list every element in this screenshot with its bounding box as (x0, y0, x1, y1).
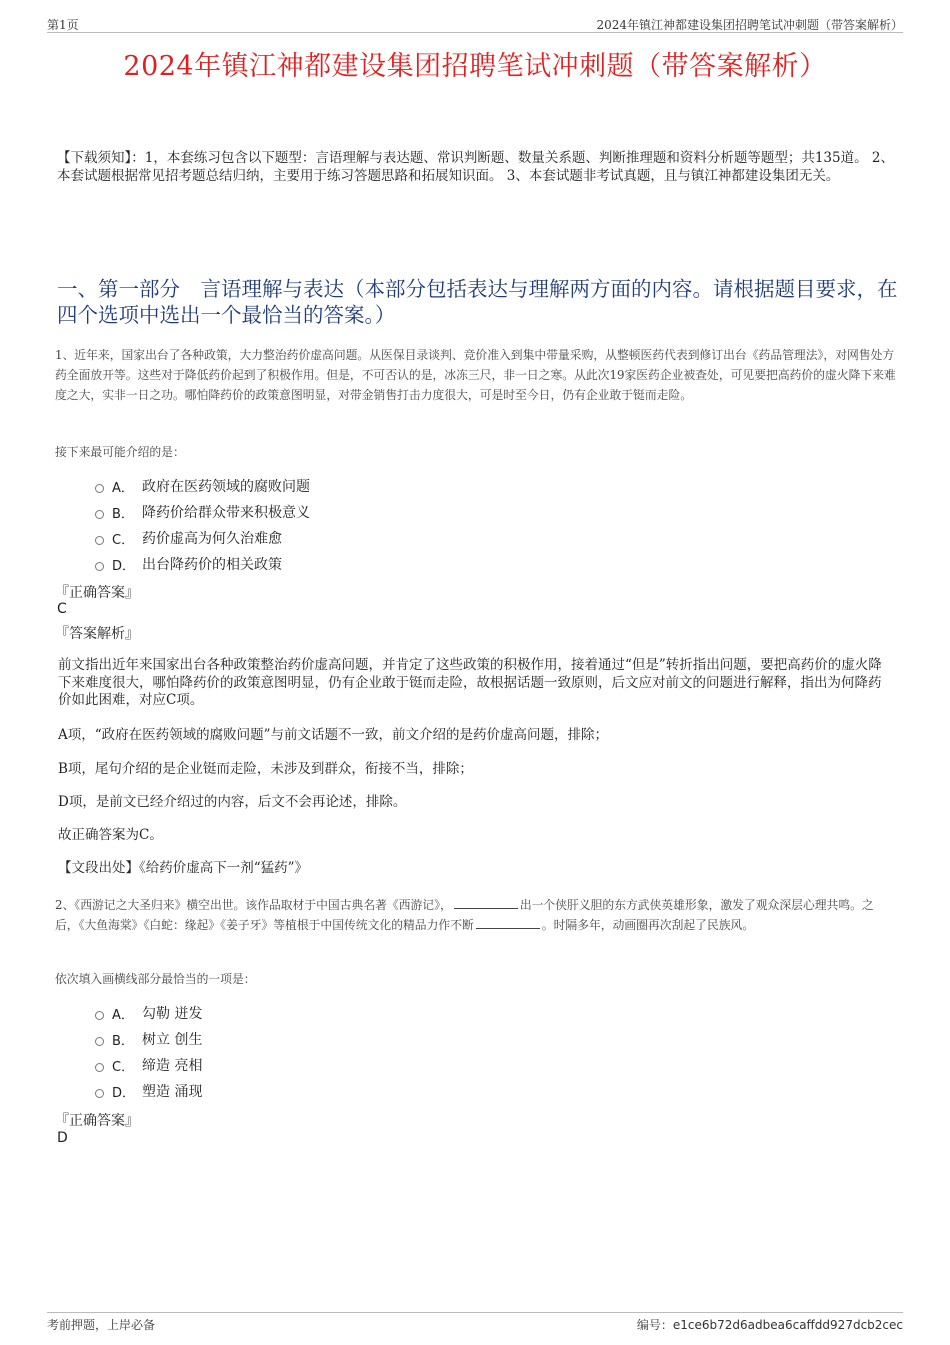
answer-label: 『正确答案』 (55, 585, 139, 601)
footer-slogan: 考前押题，上岸必备 (47, 1318, 156, 1332)
analysis-paragraph: B项，尾句介绍的是企业铤而走险，未涉及到群众，衔接不当，排除； (58, 761, 473, 777)
option-label: 缔造 亮相 (142, 1058, 203, 1074)
radio-icon[interactable] (95, 1011, 104, 1020)
question-1-options (95, 473, 310, 577)
option-a[interactable]: A． 政府在医药领域的腐败问题 (95, 473, 310, 499)
answer-value: C (57, 601, 67, 617)
option-label: 药价虚高为何久治难愈 (142, 531, 282, 547)
option-label: 出台降药价的相关政策 (142, 557, 282, 573)
source-citation: 【文段出处】《给药价虚高下一剂“猛药”》 (58, 860, 309, 876)
header-doc-title: 2024年镇江神都建设集团招聘笔试冲刺题（带答案解析） (596, 18, 903, 32)
fill-blank (476, 918, 540, 929)
option-label: 树立 创生 (142, 1032, 203, 1048)
option-c[interactable]: C． 缔造 亮相 (95, 1052, 202, 1078)
option-d[interactable]: D． 塑造 涌现 (95, 1078, 202, 1104)
analysis-paragraph: 故正确答案为C。 (58, 827, 163, 843)
question-2-text: 2、《西游记之大圣归来》横空出世。该作品取材于中国古典名著《西游记》， 出一个侠肝义胆的东方武侠英雄形象，激发了观众深层心理共鸣。之后，《大鱼海棠》《白蛇：缘起》《姜子牙》等植根于中国传统文化的精品力作不断 。时隔多年，动画圈再次刮起了民族风。 (55, 898, 874, 932)
option-label: 政府在医药领域的腐败问题 (142, 479, 310, 495)
section-heading: 一、第一部分 言语理解与表达（本部分包括表达与理解两方面的内容。请根据题目要求，在四个选项中选出一个最恰当的答案。） (57, 277, 898, 327)
page-footer (47, 1312, 903, 1332)
document-code: 编号：e1ce6b72d6adbea6caffdd927dcb2cec (636, 1318, 903, 1332)
radio-icon[interactable] (95, 562, 104, 571)
analysis-paragraph: A项，“政府在医药领域的腐败问题”与前文话题不一致，前文介绍的是药价虚高问题，排除； (58, 727, 609, 743)
option-label: 勾勒 迸发 (142, 1006, 203, 1022)
analysis-paragraph: D项，是前文已经介绍过的内容，后文不会再论述，排除。 (58, 794, 407, 810)
document-title: 2024年镇江神都建设集团招聘笔试冲刺题（带答案解析） (123, 51, 827, 82)
option-b[interactable]: B． 降药价给群众带来积极意义 (95, 499, 310, 525)
option-label: 降药价给群众带来积极意义 (142, 505, 310, 521)
radio-icon[interactable] (95, 510, 104, 519)
fill-blank (454, 898, 518, 909)
radio-icon[interactable] (95, 1089, 104, 1098)
option-a[interactable]: A． 勾勒 迸发 (95, 1000, 202, 1026)
question-2-options (95, 1000, 202, 1104)
question-1-text: 1、近年来，国家出台了各种政策，大力整治药价虚高问题。从医保目录谈判、竞价准入到集中带量采购，从整顿医药代表到修订出台《药品管理法》，对网售处方药全面放开等。这些对于降低药价起到了积极作用。但是，不可否认的是，冰冻三尺，非一日之寒。从此次19家医药企业被查处，可见要把高药价的虚火降下来难度之大，实非一日之功。哪怕降药价的政策意图明显，对带金销售打击力度很大，可是时至今日，仍有企业敢于铤而走险。 (55, 348, 896, 402)
page-header (47, 12, 903, 33)
radio-icon[interactable] (95, 536, 104, 545)
answer-value: D (57, 1130, 68, 1146)
analysis-paragraph: 前文指出近年来国家出台各种政策整治药价虚高问题，并肯定了这些政策的积极作用，接着通过“但是”转折指出问题，要把高药价的虚火降下来难度很大，哪怕降药价的政策意图明显，仍有企业敢于铤而走险，故根据话题一致原则，后文应对前文的问题进行解释，指出为何降药价如此困难，对应C项。 (58, 657, 882, 708)
analysis-label: 『答案解析』 (55, 626, 139, 642)
radio-icon[interactable] (95, 484, 104, 493)
page-number: 第1页 (47, 18, 79, 32)
radio-icon[interactable] (95, 1037, 104, 1046)
radio-icon[interactable] (95, 1063, 104, 1072)
download-notice: 【下载须知】：1，本套练习包含以下题型：言语理解与表达题、常识判断题、数量关系题、判断推理题和资料分析题等题型；共135道。 2、本套试题根据常见招考题总结归纳，主要用于练习答题思路和拓展知识面。 3、本套试题非考试真题，且与镇江神都建设集团无关。 (57, 150, 894, 184)
answer-label: 『正确答案』 (55, 1113, 139, 1129)
option-label: 塑造 涌现 (142, 1084, 203, 1100)
option-d[interactable]: D． 出台降药价的相关政策 (95, 551, 310, 577)
option-c[interactable]: C． 药价虚高为何久治难愈 (95, 525, 310, 551)
question-2-prompt: 依次填入画横线部分最恰当的一项是： (55, 972, 256, 986)
question-1-prompt: 接下来最可能介绍的是： (55, 445, 185, 459)
option-b[interactable]: B． 树立 创生 (95, 1026, 202, 1052)
